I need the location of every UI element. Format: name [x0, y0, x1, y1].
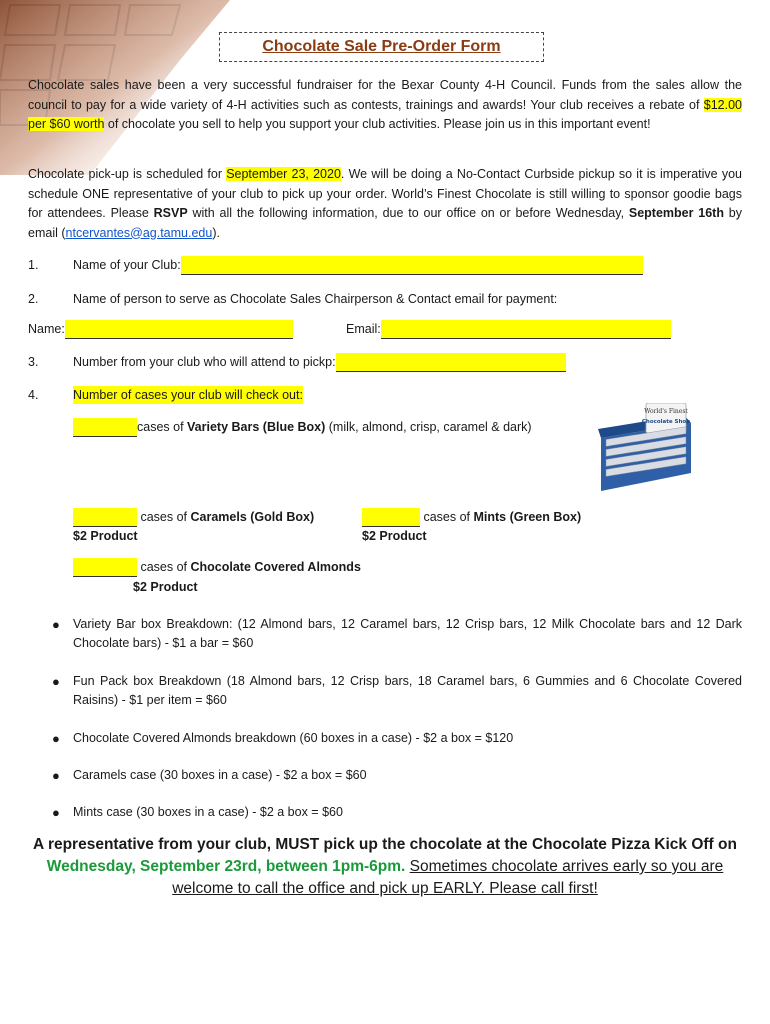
chairperson-name-field[interactable]	[65, 320, 293, 339]
form-title-box	[219, 32, 544, 62]
caramels-cases-field[interactable]	[73, 508, 137, 527]
breakdown-item: Variety Bar box Breakdown: (12 Almond bars, 12 Caramel bars, 12 Crisp bars, 12 Milk Chocolate bars and 12 Dark Chocolate bars) - $1 a bar = $60	[73, 617, 742, 650]
chairperson-email-field[interactable]	[381, 320, 671, 339]
early-pickup-note: Sometimes chocolate arrives early so you are welcome to call the office and pick up EARLY. Please call first!	[172, 858, 724, 897]
bullet-icon: ●	[52, 674, 60, 689]
bullet-icon: ●	[52, 731, 60, 746]
bullet-icon: ●	[52, 617, 60, 632]
mints-cases-field[interactable]	[362, 508, 420, 527]
contact-email-link[interactable]: ntcervantes@ag.tamu.edu	[65, 225, 213, 240]
breakdown-item: Fun Pack box Breakdown (18 Almond bars, 12 Crisp bars, 18 Caramel bars, 6 Gummies and 6 Chocolate Covered Raisins) - $1 per item = $60	[73, 674, 742, 707]
attendees-field[interactable]	[336, 353, 566, 372]
almonds-cases-field[interactable]	[73, 558, 137, 577]
intro-paragraph: Chocolate sales have been a very successful fundraiser for the Bexar County 4-H Council. Funds from the sales allow the council to pay for a wide variety of 4-H activities such as contests, trainings and awards! Your club receives a rebate of $12.00 per $60 worth of chocolate you sell to help you support your club activities. Please join us in this important event!	[28, 78, 742, 131]
rsvp-deadline: September 16th	[628, 206, 724, 220]
mints-price: $2 Product	[362, 529, 427, 543]
pickup-notice: A representative from your club, MUST pick up the chocolate at the Chocolate Pizza Kick Off on Wednesday, September 23rd, between 1pm-6pm. Sometimes chocolate arrives early so you are welcome to call the office and pick up EARLY. Please call first!	[33, 836, 737, 897]
pickup-date-highlight: September 23, 2020	[226, 167, 341, 181]
breakdown-item: Mints case (30 boxes in a case) - $2 a box = $60	[73, 805, 343, 819]
box-product-label: Chocolate Shop	[641, 419, 691, 425]
club-name-field[interactable]	[181, 256, 643, 275]
chocolate-shop-box-image	[596, 403, 696, 493]
box-brand-label: World's Finest	[644, 408, 688, 415]
almonds-line: cases of Chocolate Covered Almonds	[73, 558, 361, 577]
mints-line: cases of Mints (Green Box)	[362, 508, 581, 527]
almonds-price: $2 Product	[133, 580, 198, 594]
variety-cases-field[interactable]	[73, 418, 137, 437]
variety-bars-line: cases of Variety Bars (Blue Box) (milk, almond, crisp, caramel & dark)	[73, 418, 532, 437]
rebate-highlight: $12.00 per $60 worth	[28, 97, 742, 131]
caramels-price: $2 Product	[73, 529, 138, 543]
page-title: Chocolate Sale Pre-Order Form	[262, 38, 501, 55]
bullet-icon: ●	[52, 805, 60, 820]
breakdown-item: Caramels case (30 boxes in a case) - $2 a box = $60	[73, 768, 367, 782]
pickup-paragraph: Chocolate pick-up is scheduled for September 23, 2020. We will be doing a No-Contact Curbside pickup so it is imperative you schedule ONE representative of your club to pick up your order. World’s Finest Chocolate is still willing to sponsor goodie bags for attendees. Please RSVP with all the following information, due to our office on or before Wednesday, September 16th by email (ntcervantes@ag.tamu.edu).	[28, 167, 742, 240]
breakdown-item: Chocolate Covered Almonds breakdown (60 boxes in a case) - $2 a box = $120	[73, 731, 514, 745]
bullet-icon: ●	[52, 768, 60, 783]
pickup-time: Wednesday, September 23rd, between 1pm-6pm.	[46, 858, 406, 875]
caramels-line: cases of Caramels (Gold Box)	[73, 508, 314, 527]
